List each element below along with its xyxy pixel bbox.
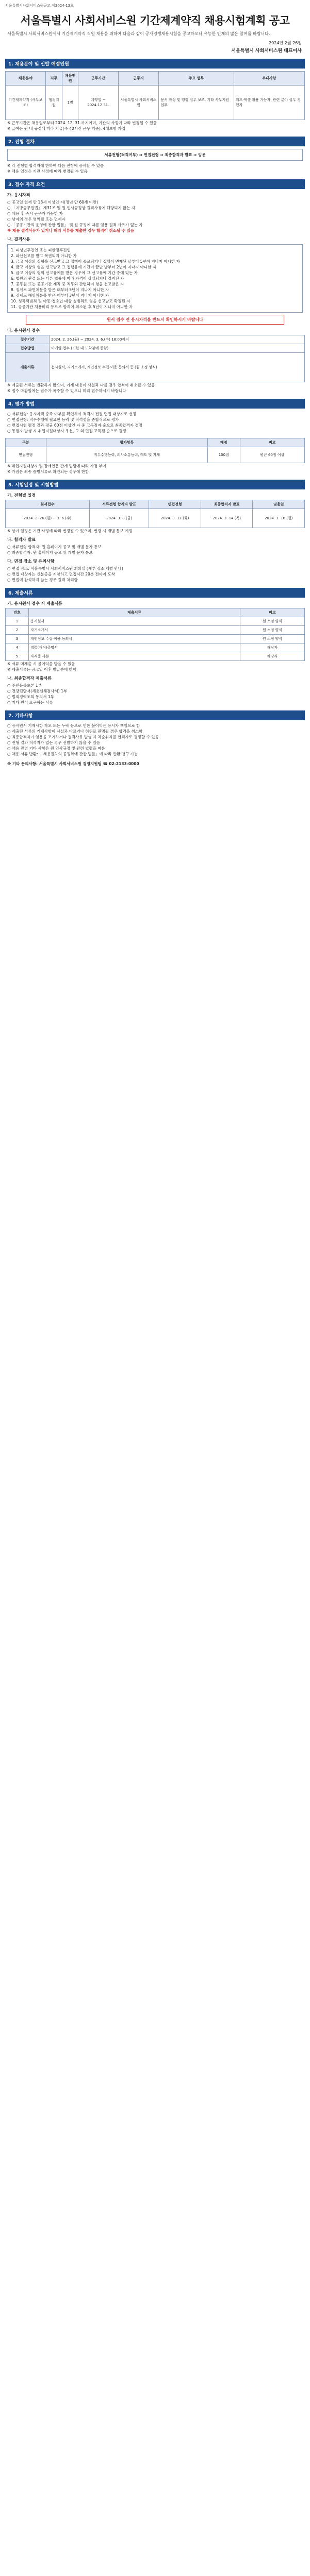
table-header: 접수방법	[6, 344, 50, 353]
table-row	[6, 643, 305, 652]
list-item: 2. 파산선고를 받고 복권되지 아니한 자	[11, 253, 77, 258]
table-cell: 1	[6, 617, 29, 626]
table-cell: 5	[6, 652, 29, 661]
table-cell: 해당자	[240, 652, 305, 661]
process-flow: 서류전형(적격여부) ⇒ 면접전형 ⇒ 최종합격자 발표 ⇒ 임용	[7, 149, 303, 161]
list-item: ○ 면접시험 평정 결과 평균 60점 이상인 자 중 고득점자 순으로 최종합격자 결정	[7, 423, 143, 428]
table-header: 원서접수	[6, 500, 90, 509]
table-cell: 면접전형	[6, 447, 46, 463]
page-title: 서울특별시 사회서비스원 기간제계약직 채용시험계획 공고	[20, 14, 290, 27]
recruit-table	[5, 71, 305, 120]
list-item: ○ 기타 원이 요구하는 서류	[7, 700, 53, 705]
note-text: ※ 접수 마감일에는 접수가 폭주할 수 있으니 미리 접수하시기 바랍니다	[7, 388, 126, 393]
list-item: ○ 동점자 발생 시 취업지원대상자 우선, 그 외 면접 고득점 순으로 결정	[7, 429, 126, 433]
list-item: 3. 금고 이상의 실형을 선고받고 그 집행이 종료되거나 집행이 면제된 날부터 5년이 지나지 아니한 자	[11, 259, 180, 264]
table-header: 채용분야	[6, 72, 46, 86]
list-item: ○ 면접전형: 직무수행에 필요한 능력 및 적격성을 종합적으로 평가	[7, 417, 119, 422]
table-row	[6, 335, 305, 344]
subsection-title: 나. 최종합격자 제출서류	[7, 676, 52, 681]
subsection-title: 가. 응시자격	[7, 193, 30, 197]
note-text: ※ 가점은 최종 증빙서류로 확인되는 경우에 한함	[7, 469, 89, 474]
note-text: ※ 제출서류는 공고일 이후 발급분에 한함	[7, 667, 77, 672]
table-header: 면접전형	[149, 500, 201, 509]
section-process-header: 2. 전형 절차	[5, 137, 305, 146]
list-item: 5. 금고 이상의 형의 선고유예를 받은 경우에 그 선고유예 기간 중에 있는 자	[11, 270, 138, 275]
note-text: ※ 서류 미제출 시 불이익을 받을 수 있음	[7, 662, 75, 666]
table-row	[6, 635, 305, 643]
table-cell: 계약일 ~ 2024.12.31.	[78, 86, 118, 120]
table-header: 주요 업무	[159, 72, 234, 86]
table-cell: 해당자	[240, 643, 305, 652]
table-cell: 2024. 3. 14.(목)	[201, 509, 253, 528]
note-text: ※ 채용 일정은 기관 사정에 따라 변경될 수 있음	[7, 169, 88, 174]
schedule-table	[5, 500, 305, 528]
section-evaluation-header: 4. 평가 방법	[5, 399, 305, 409]
list-item: ○ 「공공기관의 운영에 관한 법률」 및 원 규정에 따른 임용 결격 사유가 없는 자	[7, 223, 143, 227]
table-row	[6, 447, 305, 463]
docs-table	[5, 608, 305, 661]
list-item: 4. 금고 이상의 형을 선고받고 그 집행유예 기간이 끝난 날부터 2년이 지나지 아니한 자	[11, 265, 157, 269]
table-header: 제출서류	[6, 353, 50, 382]
subsection-title: 다. 응시원서 접수	[7, 328, 40, 333]
list-item: ○ 면접 장소: 서울특별시 사회서비스원 회의실 (세부 장소 개별 안내)	[7, 566, 123, 571]
callout-notice: 원서 접수 전 응시자격을 반드시 확인하시기 바랍니다	[26, 315, 284, 325]
table-row	[6, 86, 305, 120]
table-row	[6, 344, 305, 353]
list-item: 6. 법원의 판결 또는 다른 법률에 따라 자격이 상실되거나 정지된 자	[11, 276, 124, 281]
table-header-row	[6, 72, 305, 86]
list-item: ○ 서류전형: 응시자격 충족 여부를 확인하여 적격자 전원 면접 대상자로 선정	[7, 412, 137, 416]
list-item: ○ 서류전형 합격자: 원 홈페이지 공고 및 개별 문자 통보	[7, 545, 102, 549]
list-item: ○ 채용 관련 기타 사항은 원 인사규정 및 관련 법령을 따름	[7, 746, 105, 751]
table-header: 서류전형 합격자 발표	[89, 500, 149, 509]
application-table	[5, 335, 305, 382]
table-cell: 원 소정 양식	[240, 635, 305, 643]
list-item: ○ 건강진단서(채용신체검사서) 1부	[7, 689, 68, 693]
table-header: 제출서류	[29, 608, 240, 617]
table-cell: 원 소정 양식	[240, 626, 305, 635]
table-cell: 1명	[62, 86, 78, 120]
list-item: ○ 채용 후 즉시 근무가 가능한 자	[7, 211, 63, 216]
table-cell: 2024. 2. 26.(월) ~ 3. 6.(수)	[6, 509, 90, 528]
section-etc-header: 7. 기타사항	[5, 710, 305, 720]
list-item: ○ 최종합격자가 임용을 포기하거나 결격사유 발생 시 차순위자를 합격자로 결정할 수 있음	[7, 735, 159, 739]
table-header: 접수기간	[6, 335, 50, 344]
announcement-number: 서울특별시사회서비스원공고 제2024-13호	[5, 4, 74, 8]
table-header: 임용일	[253, 500, 305, 509]
contact-info: ※ 기타 문의사항: 서울특별시 사회서비스원 경영지원팀 ☎ 02-2133-0000	[7, 761, 139, 766]
list-item: 8. 징계로 파면처분을 받은 때부터 5년이 지나지 아니한 자	[11, 287, 109, 292]
list-item: ○ 범죄경력조회 동의서 1부	[7, 694, 54, 699]
table-cell: 2024. 3. 8.(금)	[89, 509, 149, 528]
list-item: ○ 주민등록초본 1부	[7, 683, 42, 688]
table-row	[6, 617, 305, 626]
table-cell: 2	[6, 626, 29, 635]
list-item: 10. 성폭력범죄 및 아동·청소년 대상 성범죄로 형을 선고받고 확정된 자	[11, 299, 130, 303]
list-item: ○ 공고일 현재 만 18세 이상인 자(정년 만 60세 미만)	[7, 200, 99, 205]
subsection-title: 다. 면접 장소 및 유의사항	[7, 559, 55, 564]
warning-text: ※ 채용 결격사유가 있거나 허위 서류를 제출한 경우 합격이 취소될 수 있음	[7, 228, 135, 233]
table-header: 비고	[240, 608, 305, 617]
section-qualification-header: 3. 접수 자격 요건	[5, 179, 305, 189]
table-cell: 행정지원	[45, 86, 62, 120]
table-row	[6, 626, 305, 635]
subsection-title: 가. 전형별 일정	[7, 493, 36, 498]
list-item: ○ 「지방공무원법」 제31조 및 원 인사규정상 결격사유에 해당되지 않는 자	[7, 206, 136, 210]
note-text: ※ 근무기간은 채용일로부터 2024. 12. 31.까지이며, 기관의 사정에 따라 변경될 수 있음	[7, 121, 157, 125]
table-cell: 평균 60점 이상	[240, 447, 304, 463]
announcement-date: 2024년 2월 26일	[269, 41, 302, 45]
table-cell: 경력(재직)증명서	[29, 643, 240, 652]
list-item: ○ 제출된 서류의 기재사항이 사실과 다르거나 허위로 판명될 경우 합격을 취소함	[7, 729, 143, 734]
table-header: 직무	[45, 72, 62, 86]
evaluation-table	[5, 438, 305, 463]
announcement-page	[0, 0, 310, 777]
table-cell: 응시원서	[29, 617, 240, 626]
list-item: ○ 응시원서 기재사항 착오 또는 누락 등으로 인한 불이익은 응시자 책임으로 함	[7, 723, 140, 728]
table-row	[6, 652, 305, 661]
issuer-name: 서울특별시 사회서비스원 대표이사	[231, 48, 302, 54]
table-cell: 문서 작성 및 행정 업무 보조, 기타 사무지원 업무	[159, 86, 234, 120]
table-row	[6, 509, 305, 528]
section-recruit-header: 1. 채용분야 및 선발 예정인원	[5, 59, 305, 69]
table-cell: 직무수행능력, 의사소통능력, 태도 및 자세	[46, 447, 207, 463]
table-cell: 100점	[207, 447, 240, 463]
table-cell: 워드·엑셀 활용 가능자, 관련 분야 실무 경험자	[234, 86, 304, 120]
list-item: 7. 공무원 또는 공공기관 재직 중 직무와 관련하여 형을 선고받은 자	[11, 282, 124, 286]
table-cell: 3	[6, 635, 29, 643]
table-header-row	[6, 608, 305, 617]
subsection-title: 나. 결격사유	[7, 237, 30, 242]
list-item: ○ 최종합격자: 원 홈페이지 공고 및 개별 문자 통보	[7, 550, 93, 555]
table-cell: 자격증 사본	[29, 652, 240, 661]
note-text: ※ 상기 일정은 기관 사정에 따라 변경될 수 있으며, 변경 시 개별 통보 예정	[7, 529, 133, 533]
note-text: ※ 각 전형별 합격자에 한하여 다음 전형에 응시할 수 있음	[7, 163, 104, 168]
table-header-row	[6, 500, 305, 509]
list-item: ○ 전형 결과 적격자가 없는 경우 선발하지 않을 수 있음	[7, 740, 101, 745]
section-docs-header: 6. 제출서류	[5, 588, 305, 598]
table-header: 근무지	[118, 72, 159, 86]
table-header: 채용인원	[62, 72, 78, 86]
table-header: 번호	[6, 608, 29, 617]
table-header: 최종합격자 발표	[201, 500, 253, 509]
subsection-title: 나. 합격자 발표	[7, 537, 36, 542]
disqualification-box	[7, 244, 303, 313]
table-header: 우대사항	[234, 72, 304, 86]
subsection-title: 가. 응시원서 접수 시 제출서류	[7, 601, 62, 606]
table-header: 평가항목	[46, 438, 207, 447]
list-item: ○ 채용 서류 반환: 「채용절차의 공정화에 관한 법률」에 따라 반환 청구 가능	[7, 752, 138, 756]
table-header: 비고	[240, 438, 304, 447]
list-item: ○ 면접에 참석하지 않는 경우 결격 처리함	[7, 578, 78, 582]
note-text: ※ 취업지원대상자 및 장애인은 관계 법령에 따라 가점 부여	[7, 464, 106, 468]
note-text: ※ 급여는 원 내 규정에 따라 지급(주 40시간 근무 기준), 4대보험 가입	[7, 126, 125, 131]
note-text: ※ 제출된 서류는 반환하지 않으며, 기재 내용이 사실과 다를 경우 합격이 취소될 수 있음	[7, 383, 155, 387]
table-row	[6, 353, 305, 382]
table-cell: 기간제계약직 (사무보조)	[6, 86, 46, 120]
table-cell: 원 소정 양식	[240, 617, 305, 626]
intro-text: 서울특별시 사회서비스원에서 기간제계약직 직원 채용을 위하여 다음과 같이 공개경쟁채용시험을 공고하오니 유능한 인재의 많은 참여를 바랍니다.	[7, 31, 270, 36]
section-schedule-header: 5. 시험일정 및 시험방법	[5, 480, 305, 489]
table-header: 구분	[6, 438, 46, 447]
list-item: 1. 피성년후견인 또는 피한정후견인	[11, 248, 71, 252]
table-cell: 이메일 접수 (기한 내 도착분에 한함)	[50, 344, 305, 353]
table-header: 배점	[207, 438, 240, 447]
table-cell: 개인정보 수집·이용 동의서	[29, 635, 240, 643]
table-cell: 2024. 3. 18.(월)	[253, 509, 305, 528]
table-cell: 2024. 2. 26.(월) ~ 2024. 3. 6.(수) 18:00까지	[50, 335, 305, 344]
table-cell: 2024. 3. 12.(화)	[149, 509, 201, 528]
table-header: 근무기간	[78, 72, 118, 86]
table-header-row	[6, 438, 305, 447]
list-item: 11. 공공기관 채용비리 등으로 합격이 취소된 후 5년이 지나지 아니한 자	[11, 304, 133, 309]
table-cell: 4	[6, 643, 29, 652]
table-cell: 서울특별시 사회서비스원	[118, 86, 159, 120]
table-cell: 응시원서, 자기소개서, 개인정보 수집·이용 동의서 등 (원 소정 양식)	[50, 353, 305, 382]
list-item: 9. 징계로 해임처분을 받은 때부터 3년이 지나지 아니한 자	[11, 293, 109, 298]
list-item: ○ 남자의 경우 병역필 또는 면제자	[7, 217, 66, 222]
table-cell: 자기소개서	[29, 626, 240, 635]
list-item: ○ 면접 대상자는 신분증을 지참하고 면접시간 20분 전까지 도착	[7, 572, 116, 577]
